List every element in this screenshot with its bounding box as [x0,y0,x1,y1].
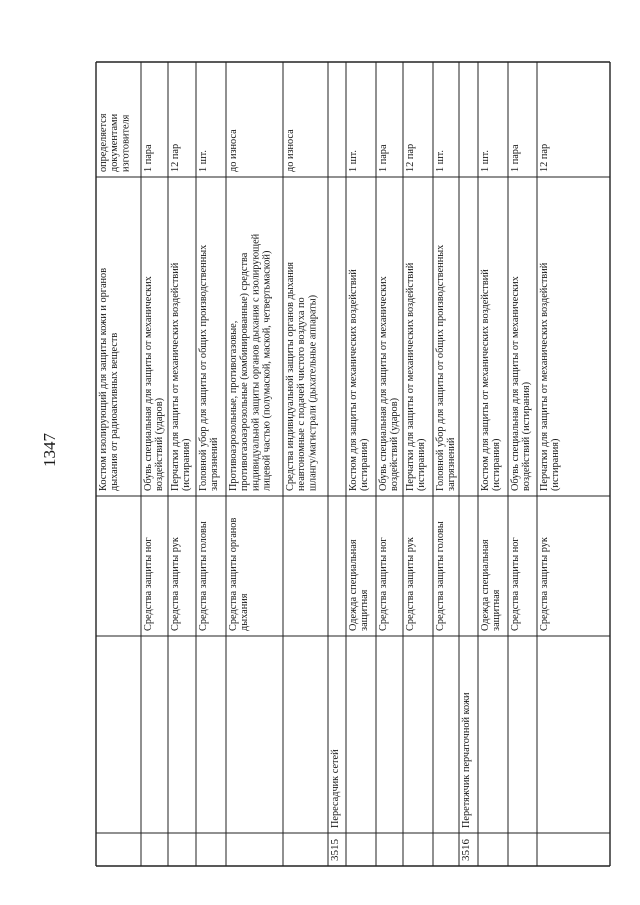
cell-category: Средства защиты головы [435,521,446,631]
cell-item: Головной убор для защиты от общих производственныхзагрязнений [435,244,458,491]
cell-category: Средства защиты головы [198,521,209,631]
cell-item: Обувь специальная для защиты от механическихвоздействий (ударов) [378,276,401,491]
cell-norm: 1 шт. [198,150,209,172]
cell-category: Одежда специальнаязащитная [348,539,371,631]
cell-norm: до износа [228,129,239,172]
cell-category: Средства защиты ног [143,537,154,631]
cell-category: Средства защиты ног [378,537,389,631]
cell-norm: 1 пара [143,144,154,172]
cell-norm: до износа [285,129,296,172]
cell-category: Средства защиты рук [539,537,550,631]
cell-profession: Перетяжчик перчаточной кожи [461,692,472,828]
cell-norm: 1 пара [378,144,389,172]
cell-norm: определяетсядокументамиизготовителя [98,113,132,172]
cell-item: Перчатки для защиты от механических воздействий(истирания) [170,262,193,491]
page-number: 1347 [40,433,59,467]
cell-code: 3515 [329,839,341,861]
cell-item: Перчатки для защиты от механических воздействий(истирания) [539,262,562,491]
cell-category: Средства защиты органовдыхания [228,517,251,631]
cell-category: Одежда специальнаязащитная [480,539,503,631]
cell-item: Противоаэрозольные, противогазовые,противогазоаэрозольные (комбинированные) средстваиндивидуальной защиты органов дыхания с изолирующейлицевой частью (полумаской, маской, четвертьмаской) [228,233,273,491]
cell-norm: 12 пар [539,143,550,172]
cell-item: Костюм для защиты от механических воздействий(истирания) [480,269,503,491]
cell-norm: 1 шт. [480,150,491,172]
cell-norm: 1 пара [510,144,521,172]
cell-category: Средства защиты ног [510,537,521,631]
cell-item: Обувь специальная для защиты от механическихвоздействий (истирания) [510,276,533,491]
cell-item: Перчатки для защиты от механических воздействий(истирания) [405,262,428,491]
cell-item: Костюм для защиты от механических воздействий(истирания) [348,269,371,491]
cell-item: Обувь специальная для защиты от механическихвоздействий (ударов) [143,276,166,491]
cell-code: 3516 [460,839,472,861]
cell-norm: 12 пар [405,143,416,172]
cell-norm: 1 шт. [435,150,446,172]
cell-norm: 1 шт. [348,150,359,172]
cell-item: Костюм изолирующий для защиты кожи и органовдыхания от радиоактивных веществ [98,267,121,491]
cell-item: Головной убор для защиты от общих производственныхзагрязнений [198,244,221,491]
cell-category: Средства защиты рук [170,537,181,631]
cell-category: Средства защиты рук [405,537,416,631]
cell-item: Средства индивидуальной защиты органов дыханиянеавтономные с подачей чистого воздуха пошлангу/магистрали (дыхательные аппараты) [285,261,319,491]
cell-profession: Пересадчик сетей [330,749,341,828]
cell-norm: 12 пар [170,143,181,172]
